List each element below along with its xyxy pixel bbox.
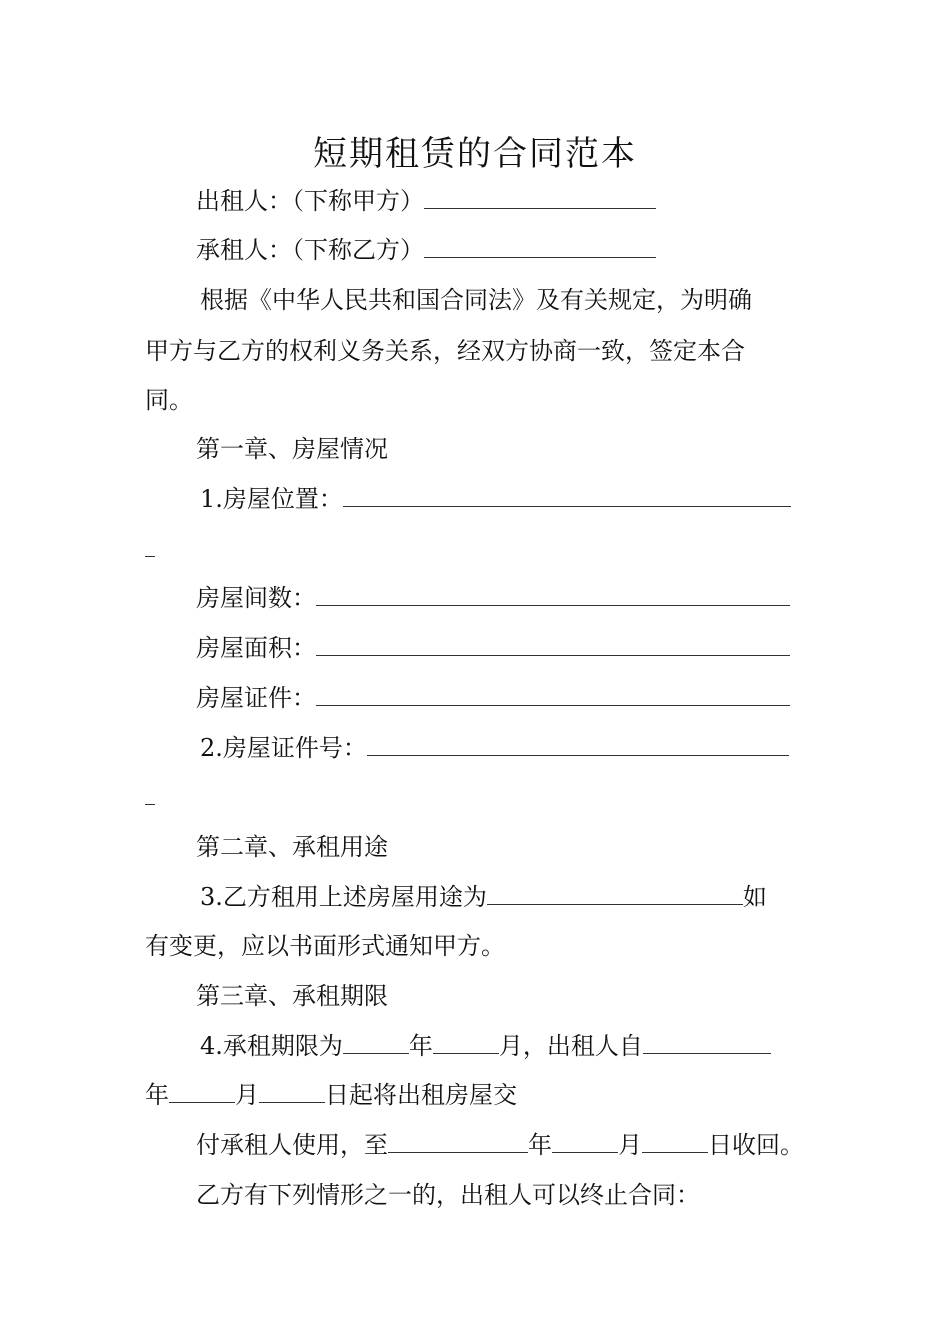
item-4-line <box>200 1029 771 1063</box>
lessee-line <box>196 233 656 267</box>
area-blank[interactable] <box>316 631 790 656</box>
termination-line: 乙方有下列情形之一的，出租人可以终止合同： <box>196 1181 700 1209</box>
years-blank[interactable] <box>343 1029 409 1054</box>
item-1-line <box>200 482 791 516</box>
item-3-line <box>200 880 767 914</box>
lessor-blank[interactable] <box>424 184 656 209</box>
cert-line <box>196 681 790 715</box>
lessee-label: 承租人：（下称乙方） <box>196 236 424 264</box>
year-label-3: 年 <box>528 1131 552 1159</box>
cert-number-blank-cont[interactable] <box>145 780 155 805</box>
usage-blank[interactable] <box>487 880 743 905</box>
month-label: 月 <box>498 1032 523 1060</box>
item-3-text: 3.乙方租用上述房屋用途为 <box>200 883 487 911</box>
location-blank[interactable] <box>343 482 791 507</box>
end-month-blank[interactable] <box>552 1128 618 1153</box>
month-label-2: 月 <box>235 1081 259 1109</box>
month-label-3: 月 <box>618 1131 642 1159</box>
item-4-line-3 <box>196 1128 804 1162</box>
lessor-line <box>196 184 656 218</box>
chapter-2-heading: 第二章、承租用途 <box>196 833 388 861</box>
start-year-blank[interactable] <box>643 1029 771 1054</box>
start-day-blank[interactable] <box>259 1078 325 1103</box>
location-blank-cont[interactable] <box>145 532 155 557</box>
item-4-from: ，出租人自 <box>522 1032 643 1060</box>
intro-line-3: 同。 <box>145 386 193 414</box>
item-3-cont: 有变更，应以书面形式通知甲方。 <box>145 932 505 960</box>
item-1-label: 1.房屋位置： <box>200 485 343 513</box>
months-blank[interactable] <box>433 1029 499 1054</box>
rooms-line <box>196 581 790 615</box>
lessee-blank[interactable] <box>424 233 656 258</box>
intro-line-1: 根据《中华人民共和国合同法》及有关规定，为明确 <box>200 286 752 314</box>
lessor-label: 出租人：（下称甲方） <box>196 187 424 215</box>
item-3-ru: 如 <box>742 883 767 911</box>
cert-label: 房屋证件： <box>196 684 316 712</box>
cert-number-blank[interactable] <box>367 731 789 756</box>
year-label-2: 年 <box>145 1081 169 1109</box>
cert-number-blank-wrap <box>145 780 155 814</box>
rooms-label: 房屋间数： <box>196 584 316 612</box>
chapter-1-heading: 第一章、房屋情况 <box>196 435 388 463</box>
start-month-blank[interactable] <box>169 1078 235 1103</box>
rooms-blank[interactable] <box>316 581 790 606</box>
item-4-text: 4.承租期限为 <box>200 1032 343 1060</box>
area-label: 房屋面积： <box>196 634 316 662</box>
item-4-until: 付承租人使用，至 <box>196 1131 388 1159</box>
document-title: 短期租赁的合同范本 <box>313 134 637 174</box>
item-4-handover: 日起将出租房屋交 <box>325 1081 517 1109</box>
item-4-line-2 <box>145 1078 517 1112</box>
chapter-3-heading: 第三章、承租期限 <box>196 982 388 1010</box>
intro-line-2: 甲方与乙方的权利义务关系，经双方协商一致，签定本合 <box>145 337 745 365</box>
year-label: 年 <box>408 1032 433 1060</box>
location-blank-wrap <box>145 532 155 566</box>
cert-blank[interactable] <box>316 681 790 706</box>
item-2-line <box>200 731 789 765</box>
end-year-blank[interactable] <box>388 1128 528 1153</box>
area-line <box>196 631 790 665</box>
item-4-return: 日收回。 <box>708 1131 804 1159</box>
end-day-blank[interactable] <box>642 1128 708 1153</box>
item-2-label: 2.房屋证件号： <box>200 734 367 762</box>
